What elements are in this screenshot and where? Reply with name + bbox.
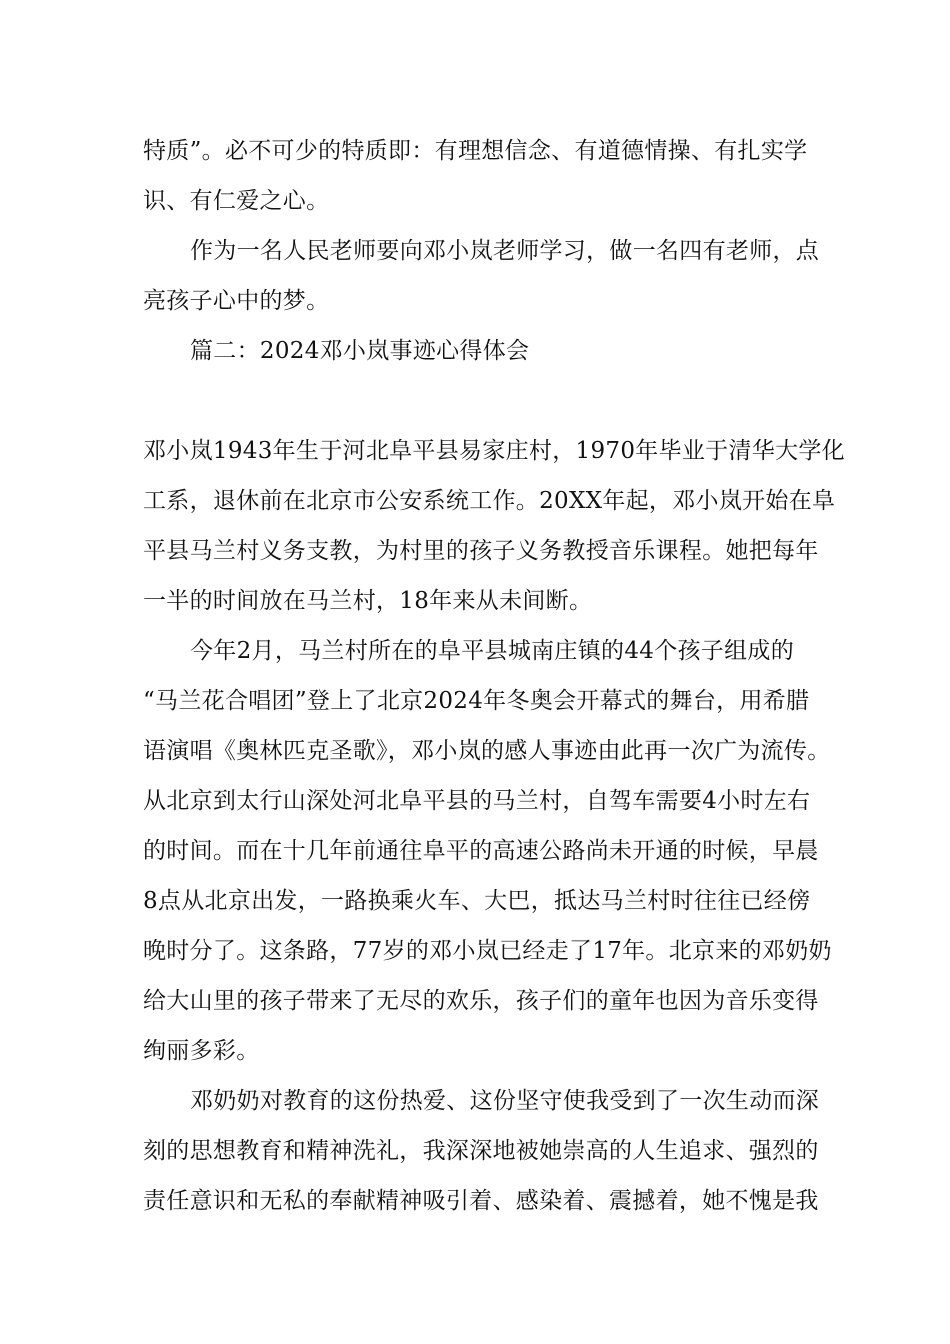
text-line: 晚时分了。这条路，77岁的邓小岚已经走了17年。北京来的邓奶奶 [143,938,832,964]
text-line: 的时间。而在十几年前通往阜平的高速公路尚未开通的时候，早晨 [143,838,819,864]
paragraph-first-line: 今年2月，马兰村所在的阜平县城南庄镇的44个孩子组成的 [190,638,794,664]
text-line: 亮孩子心中的梦。 [143,288,330,314]
text-line: 8点从北京出发，一路换乘火车、大巴，抵达马兰村时往往已经傍 [143,888,811,914]
paragraph-first-line: 邓奶奶对教育的这份热爱、这份坚守使我受到了一次生动而深 [190,1088,820,1114]
paragraph-first-line: 作为一名人民老师要向邓小岚老师学习，做一名四有老师，点 [190,238,820,264]
text-line: 语演唱《奥林匹克圣歌》，邓小岚的感人事迹由此再一次广为流传。 [143,738,831,764]
text-line: 给大山里的孩子带来了无尽的欢乐，孩子们的童年也因为音乐变得 [143,988,819,1014]
section-heading: 篇二：2024邓小岚事迹心得体会 [190,338,530,364]
text-line: 工系，退休前在北京市公安系统工作。20XX年起，邓小岚开始在阜 [143,488,836,514]
text-line: 刻的思想教育和精神洗礼，我深深地被她崇高的人生追求、强烈的 [143,1138,819,1164]
text-line: 责任意识和无私的奉献精神吸引着、感染着、震撼着，她不愧是我 [143,1188,819,1214]
text-line: “马兰花合唱团”登上了北京2024年冬奥会开幕式的舞台，用希腊 [143,688,810,714]
paragraph-first-line: 邓小岚1943年生于河北阜平县易家庄村，1970年毕业于清华大学化 [143,438,845,464]
text-line: 识、有仁爱之心。 [143,188,330,214]
text-line: 平县马兰村义务支教，为村里的孩子义务教授音乐课程。她把每年 [143,538,819,564]
text-line: 绚丽多彩。 [143,1038,260,1064]
text-line: 从北京到太行山深处河北阜平县的马兰村，自驾车需要4小时左右 [143,788,811,814]
text-line: 特质”。必不可少的特质即：有理想信念、有道德情操、有扎实学 [143,138,808,164]
text-line: 一半的时间放在马兰村，18年来从未间断。 [143,588,593,614]
